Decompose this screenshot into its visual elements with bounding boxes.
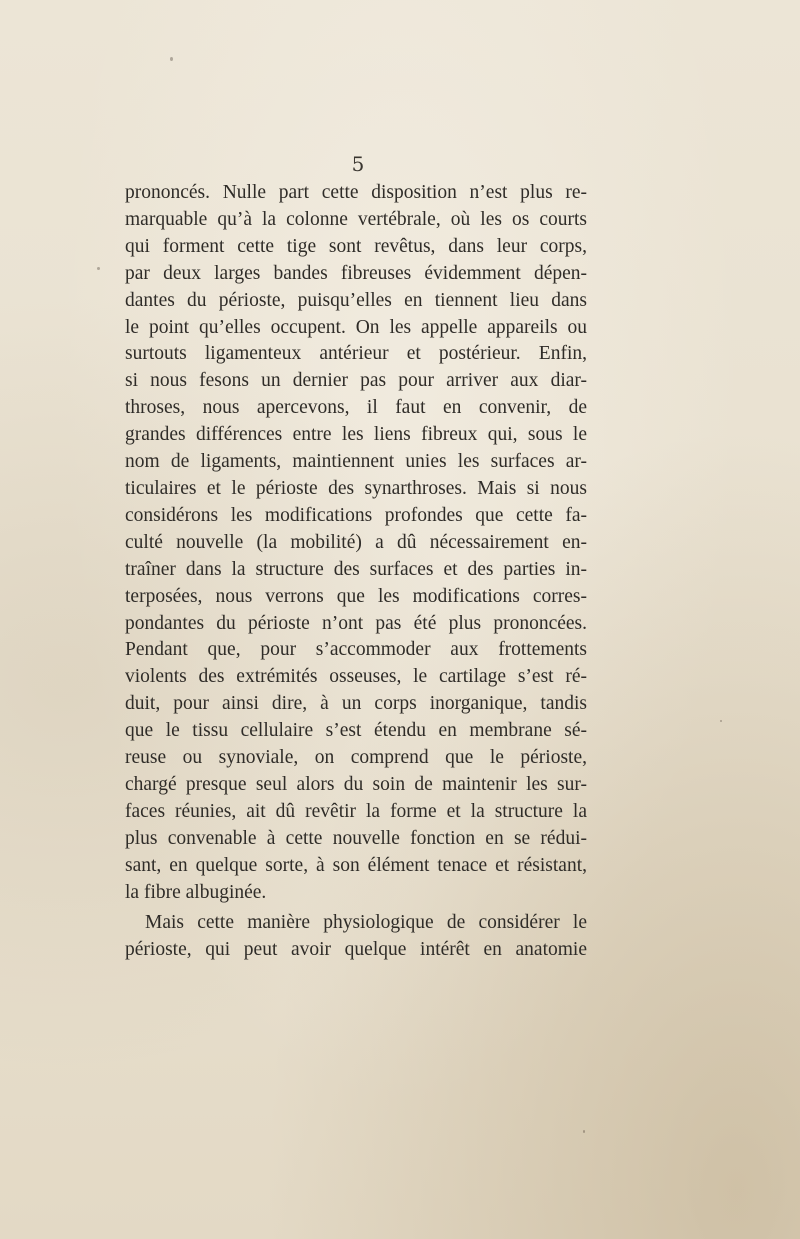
text-line: ticulaires et le périoste des synarthroses. Mais si nous bbox=[125, 477, 587, 499]
text-line: considérons les modifications profondes que cette fa- bbox=[125, 504, 587, 526]
text-line: Mais cette manière physiologique de considérer le bbox=[145, 912, 587, 934]
text-line: plus convenable à cette nouvelle fonction en se rédui- bbox=[125, 827, 587, 849]
paper-speck bbox=[170, 57, 173, 61]
text-line: qui forment cette tige sont revêtus, dans leur corps, bbox=[125, 235, 587, 257]
text-line: la fibre albuginée. bbox=[125, 881, 267, 903]
paper-speck bbox=[97, 267, 100, 270]
body-text bbox=[125, 180, 587, 964]
paper-speck bbox=[720, 720, 722, 722]
text-line: chargé presque seul alors du soin de maintenir les sur- bbox=[125, 773, 587, 795]
text-line: prononcés. Nulle part cette disposition n’est plus re- bbox=[125, 182, 587, 203]
text-line: violents des extrémités osseuses, le cartilage s’est ré- bbox=[125, 666, 587, 688]
paragraph bbox=[125, 180, 587, 906]
text-line: périoste, qui peut avoir quelque intérêt en anatomie bbox=[125, 939, 587, 961]
text-line: faces réunies, ait dû revêtir la forme et la structure la bbox=[125, 800, 587, 822]
text-line: le point qu’elles occupent. On les appelle appareils ou bbox=[125, 316, 587, 338]
text-line: terposées, nous verrons que les modifications corres- bbox=[125, 585, 587, 607]
text-line: pondantes du périoste n’ont pas été plus prononcées. bbox=[125, 612, 587, 634]
text-line: reuse ou synoviale, on comprend que le périoste, bbox=[125, 747, 587, 769]
text-line: que le tissu cellulaire s’est étendu en membrane sé- bbox=[125, 720, 587, 742]
text-line: si nous fesons un dernier pas pour arriver aux diar- bbox=[125, 370, 587, 392]
text-line: surtouts ligamenteux antérieur et postérieur. Enfin, bbox=[125, 343, 587, 365]
text-line: sant, en quelque sorte, à son élément tenace et résistant, bbox=[125, 854, 587, 876]
paper-speck bbox=[583, 1130, 585, 1133]
text-line: traîner dans la structure des surfaces et des parties in- bbox=[125, 558, 587, 580]
text-line: par deux larges bandes fibreuses évidemment dépen- bbox=[125, 262, 587, 284]
text-line: marquable qu’à la colonne vertébrale, où les os courts bbox=[125, 208, 587, 230]
text-line: throses, nous apercevons, il faut en convenir, de bbox=[125, 397, 587, 419]
text-line: dantes du périoste, puisqu’elles en tiennent lieu dans bbox=[125, 289, 587, 311]
text-line: culté nouvelle (la mobilité) a dû nécessairement en- bbox=[125, 531, 587, 553]
text-line: Pendant que, pour s’accommoder aux frottements bbox=[125, 639, 587, 661]
text-line: duit, pour ainsi dire, à un corps inorganique, tandis bbox=[125, 693, 587, 715]
text-line: nom de ligaments, maintiennent unies les surfaces ar- bbox=[125, 451, 587, 473]
text-line: grandes différences entre les liens fibreux qui, sous le bbox=[125, 424, 587, 446]
page-number: 5 bbox=[351, 152, 365, 176]
paragraph bbox=[125, 910, 587, 964]
